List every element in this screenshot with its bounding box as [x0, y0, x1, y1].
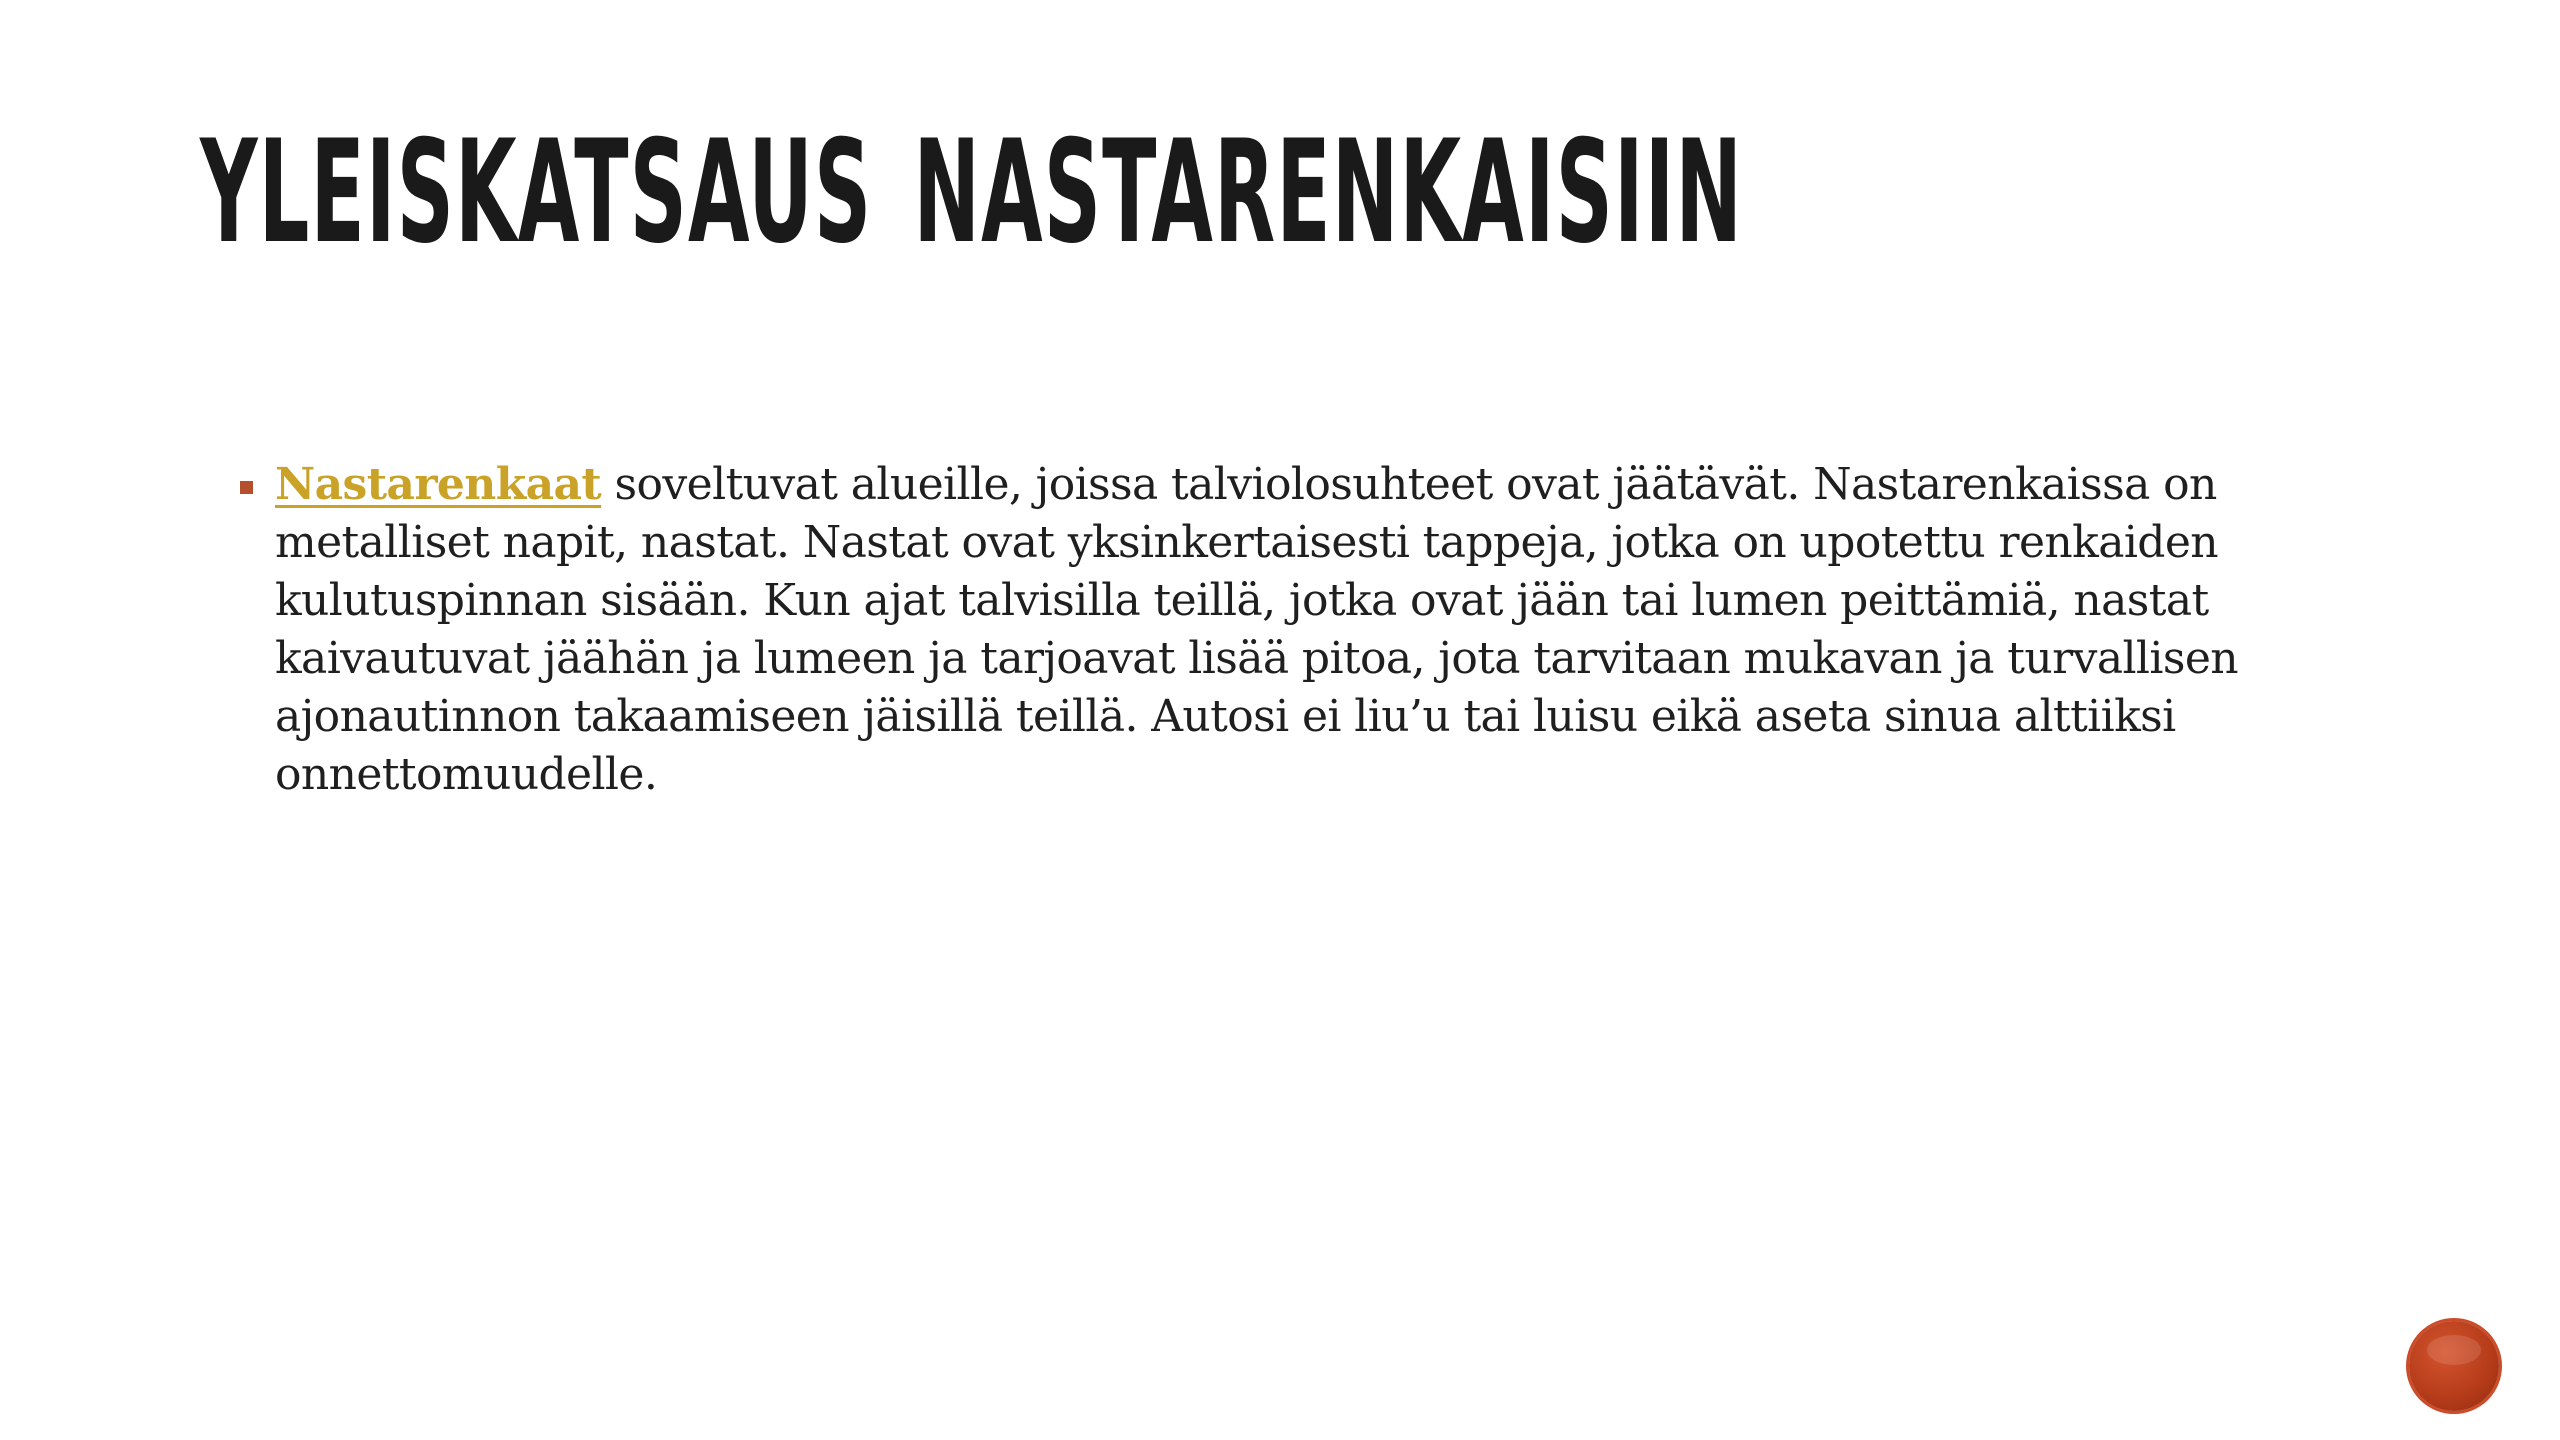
slide-content: [240, 456, 2400, 804]
bullet-body-text: soveltuvat alueille, joissa talviolosuhteet ovat jäätävät. Nastarenkaissa on metalliset napit, nastat. Nastat ovat yksinkertaisesti tappeja, jotka on upotettu renkaiden kulutuspinnan sisään. Kun ajat talvisilla teillä, jotka ovat jään tai lumen peittämiä, nastat kaivautuvat jäähän ja lumeen ja tarjoavat lisää pitoa, jota tarvitaan mukavan ja turvallisen ajonautinnon takaamiseen jäisillä teillä. Autosi ei liu’u tai luisu eikä aseta sinua alttiiksi onnettomuudelle.: [275, 459, 2239, 800]
square-bullet-icon: [240, 481, 253, 494]
nastarenkaat-link[interactable]: Nastarenkaat: [275, 459, 602, 510]
slide-title: YLEISKATSAUS NASTARENKAISIIN: [200, 110, 1744, 275]
slide-nav-button[interactable]: [2409, 1321, 2499, 1411]
bullet-text: [275, 456, 2395, 804]
bullet-item: [240, 456, 2400, 804]
